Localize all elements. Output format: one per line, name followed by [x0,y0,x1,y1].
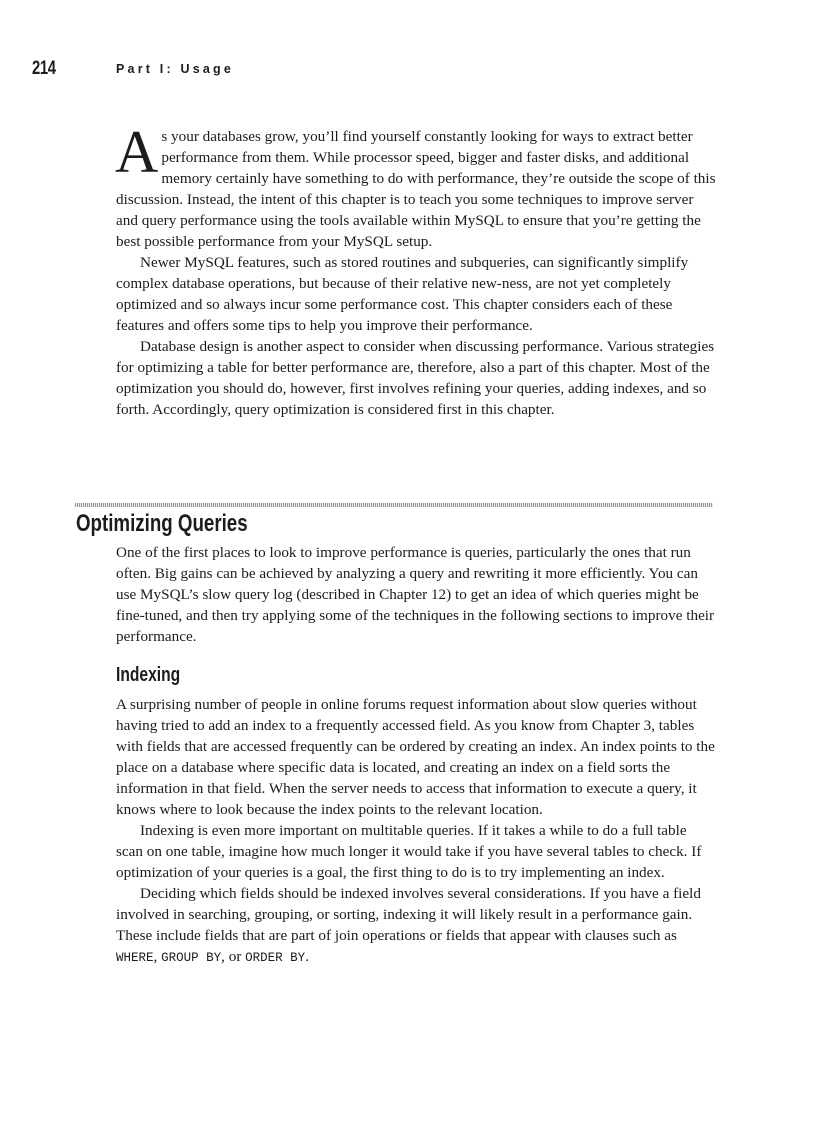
intro-paragraph-1 [115,119,716,252]
code-group-by: GROUP BY [161,951,222,965]
subsection-heading: Indexing [116,664,181,686]
part-label: Part I: Usage [116,62,235,76]
indexing-paragraph-3-text: Deciding which fields should be indexed involves several considerations. If you have a field involved in searching, grouping, or sorting, indexing it will likely result in a performance gain. These include fields that are part of join operations or fields that appear with clauses such as [116,885,701,944]
section-body [116,542,716,647]
drop-cap: A [115,119,159,185]
code-order-by: ORDER BY [245,951,306,965]
indexing-paragraph-2: Indexing is even more important on multitable queries. If it takes a while to do a full table scan on one table, imagine how much longer it would take if you have several tables to check. If optimization of your queries is a goal, the first thing to do is to try implementing an index. [116,822,702,881]
sentence-end: . [305,948,309,965]
section-divider [75,503,713,507]
running-header [32,58,235,80]
section-paragraph: One of the first places to look to improve performance is queries, particularly the ones that run often. Big gains can be achieved by analyzing a query and rewriting it more efficiently. You can use MySQL’s slow query log (described in Chapter 12) to get an idea of which queries might be fine-tuned, and then try applying some of the techniques in the following sections to improve their performance. [116,544,715,645]
subsection-body [116,694,716,969]
indexing-paragraph-1: A surprising number of people in online forums request information about slow queries without having tried to add an index to a frequently accessed field. As you know from Chapter 3, tables with fields that are accessed frequently can be ordered by creating an index. An index points to the place on a database where specific data is located, and creating an index on a field sorts the information in that field. When the server needs to access that information to execute a query, it knows where to look because the index points to the relevant location. [116,696,715,818]
indexing-paragraph-3 [116,883,716,969]
intro-section [115,119,716,420]
separator-2: , or [221,948,246,965]
intro-paragraph-3: Database design is another aspect to consider when discussing performance. Various strategies for optimizing a table for better performance are, therefore, also a part of this chapter. Most of the optimization you should do, however, first involves refining your queries, adding indexes, and so forth. Accordingly, query optimization is considered first in this chapter. [116,338,715,418]
page-number: 214 [32,58,56,79]
section-heading: Optimizing Queries [76,510,248,537]
code-where: WHERE [116,951,154,965]
intro-paragraph-2: Newer MySQL features, such as stored routines and subqueries, can significantly simplify complex database operations, but because of their relative new-ness, are not yet completely optimized and so always incur some performance cost. This chapter considers each of these features and offers some tips to help you improve their performance. [116,254,689,334]
intro-paragraph-1-text: s your databases grow, you’ll find yourself constantly looking for ways to extract better performance from them. While processor speed, bigger and faster disks, and additional memory certainly have something to do with performance, they’re outside the scope of this discussion. Instead, the intent of this chapter is to teach you some techniques to improve server and query performance using the tools available within MySQL to ensure that you’re getting the best possible performance from your MySQL setup. [116,128,716,250]
separator-1: , [153,948,162,965]
